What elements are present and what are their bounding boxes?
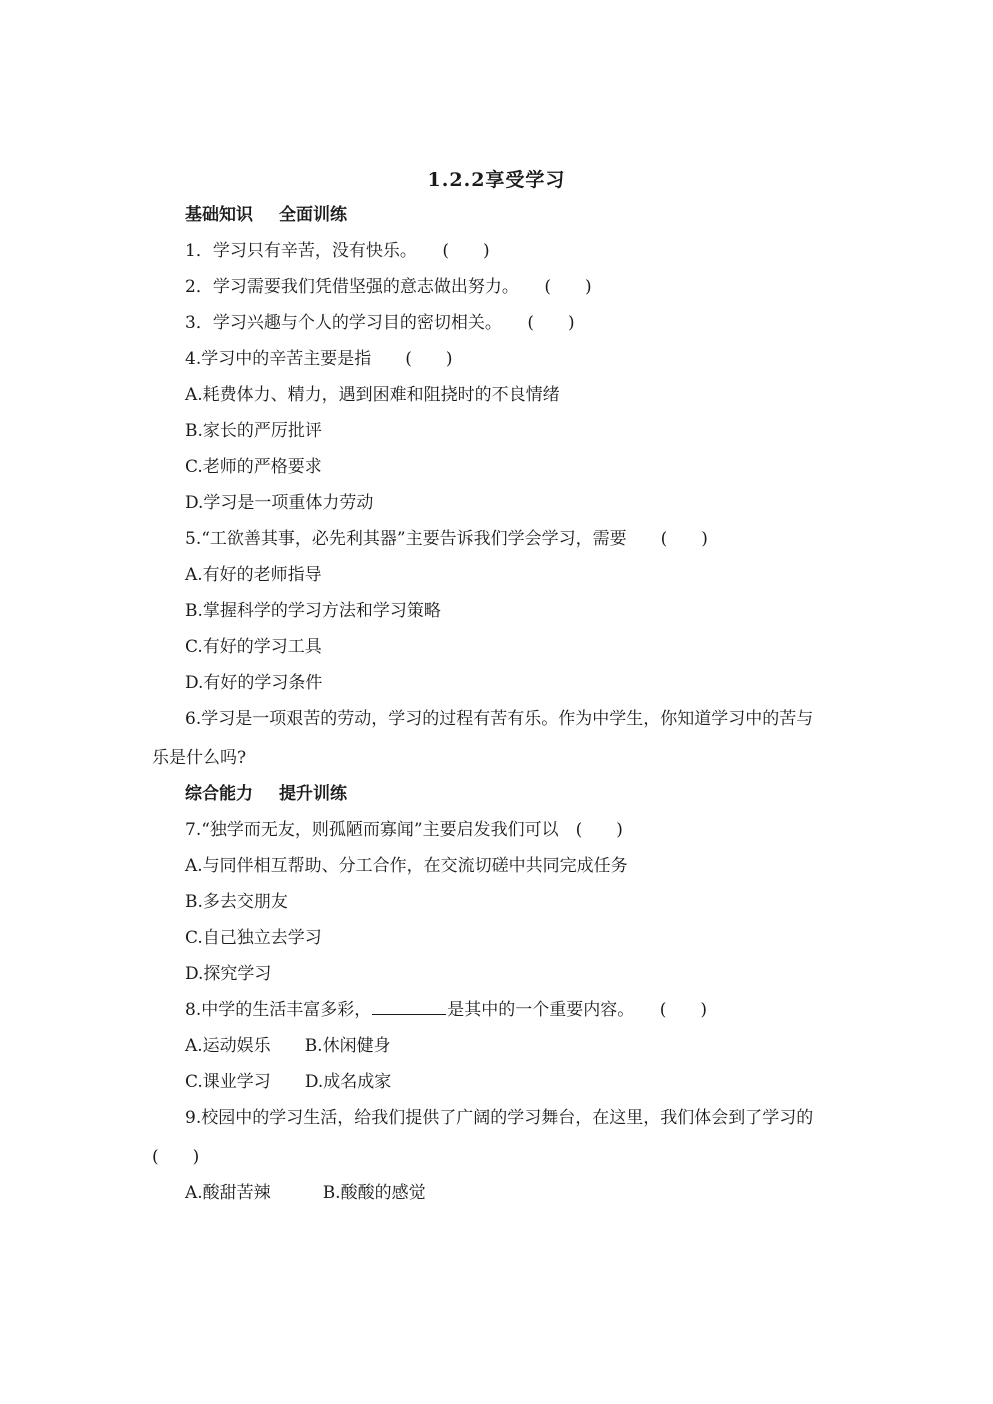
question-8-options-row-2 <box>185 1070 391 1094</box>
question-8-options-row-1 <box>185 1034 391 1058</box>
question-8-stem <box>185 998 707 1022</box>
question-9-options-row <box>185 1181 426 1205</box>
question-4-option-a: A.耗费体力、精力，遇到困难和阻挠时的不良情绪 <box>185 385 560 405</box>
question-2: 2．学习需要我们凭借坚强的意志做出努力。 ( ) <box>185 277 592 297</box>
question-7-stem: 7.“独学而无友，则孤陋而寡闻”主要启发我们可以 ( ) <box>185 820 623 840</box>
question-5-option-c: C.有好的学习工具 <box>185 637 322 657</box>
question-4-option-d: D.学习是一项重体力劳动 <box>185 493 374 513</box>
question-9-option-a: A.酸甜苦辣 <box>185 1183 271 1203</box>
question-8-option-b: B.休闲健身 <box>304 1036 391 1056</box>
question-9-line-1: 9.校园中的学习生活，给我们提供了广阔的学习舞台，在这里，我们体会到了学习的 <box>185 1108 814 1128</box>
question-3: 3．学习兴趣与个人的学习目的密切相关。 ( ) <box>185 313 575 333</box>
section-heading-advanced <box>185 782 347 806</box>
question-4-option-c: C.老师的严格要求 <box>185 457 322 477</box>
question-7-option-a: A.与同伴相互帮助、分工合作，在交流切磋中共同完成任务 <box>185 856 628 876</box>
question-5-option-d: D.有好的学习条件 <box>185 673 323 693</box>
question-6-line-1: 6.学习是一项艰苦的劳动，学习的过程有苦有乐。作为中学生，你知道学习中的苦与 <box>185 709 814 729</box>
question-8-option-a: A.运动娱乐 <box>185 1036 271 1056</box>
document-title: 1.2.2享受学习 <box>427 169 566 191</box>
question-6-line-2: 乐是什么吗? <box>152 748 247 768</box>
question-4-stem: 4.学习中的辛苦主要是指 ( ) <box>185 349 453 369</box>
question-7-option-d: D.探究学习 <box>185 964 272 984</box>
question-1: 1．学习只有辛苦，没有快乐。 ( ) <box>185 241 490 261</box>
question-4-option-b: B.家长的严厉批评 <box>185 421 322 441</box>
section-heading-part2: 全面训练 <box>279 205 347 225</box>
section-heading-part1: 基础知识 <box>185 205 253 225</box>
question-5-stem: 5.“工欲善其事，必先利其器”主要告诉我们学会学习，需要 ( ) <box>185 529 708 549</box>
question-8-stem-before: 8.中学的生活丰富多彩， <box>185 1000 372 1020</box>
section-heading-part1: 综合能力 <box>185 784 253 804</box>
question-8-stem-after: 是其中的一个重要内容。 ( ) <box>447 1000 707 1020</box>
question-5-option-a: A.有好的老师指导 <box>185 565 322 585</box>
fill-in-blank <box>372 998 446 1015</box>
question-5-option-b: B.掌握科学的学习方法和学习策略 <box>185 601 441 621</box>
section-heading-part2: 提升训练 <box>279 784 347 804</box>
question-9-line-2: ( ) <box>152 1147 200 1167</box>
question-8-option-d: D.成名成家 <box>304 1072 392 1092</box>
section-heading-basic <box>185 203 347 227</box>
question-9-option-b: B.酸酸的感觉 <box>322 1183 426 1203</box>
question-7-option-b: B.多去交朋友 <box>185 892 288 912</box>
question-7-option-c: C.自己独立去学习 <box>185 928 322 948</box>
question-8-option-c: C.课业学习 <box>185 1072 271 1092</box>
